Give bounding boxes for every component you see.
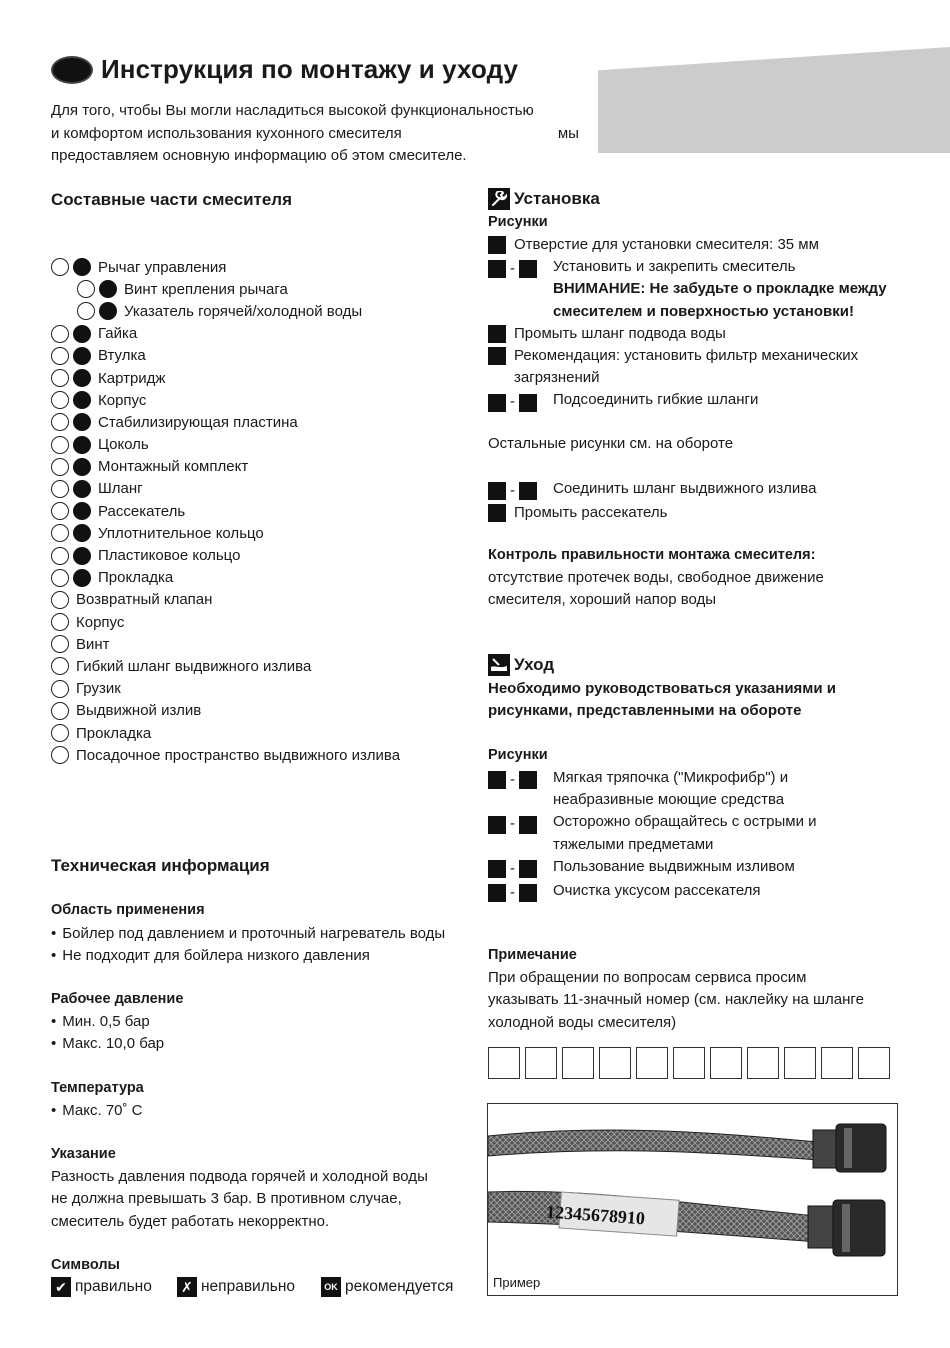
figure-square-icon (519, 884, 537, 902)
bullet-item: • Бойлер под давлением и проточный нагреватель воды (51, 923, 445, 945)
text-line: отсутствие протечек воды, свободное движение (488, 569, 824, 586)
bullet-item: • Макс. 10,0 бар (51, 1033, 164, 1055)
figure-text (514, 345, 858, 389)
pressure-heading: Рабочее давление (51, 991, 184, 1007)
figure-square-icon (488, 394, 506, 412)
figure-item (488, 389, 918, 413)
page-header (51, 54, 518, 85)
serial-digit-box (488, 1047, 520, 1079)
example-photo (487, 1103, 898, 1296)
figure-text (553, 478, 816, 500)
filled-circle-icon (73, 391, 91, 409)
serial-digit-box (858, 1047, 890, 1079)
circle-icon (51, 369, 69, 387)
figure-text (514, 234, 819, 256)
part-item (51, 456, 400, 478)
part-label: Посадочное пространство выдвижного излива (76, 746, 401, 764)
symbols-heading: Символы (51, 1257, 120, 1273)
figure-line: неабразивные моющие средства (553, 791, 785, 809)
range-dash: - (510, 260, 515, 278)
figure-text (553, 856, 795, 878)
parts-heading: Составные части смесителя (51, 190, 293, 209)
figure-text (514, 323, 726, 345)
figure-square-icon (488, 860, 506, 878)
circle-icon (51, 635, 69, 653)
figure-line: Промыть шланг подвода воды (514, 324, 726, 342)
cleaning-icon (488, 654, 510, 676)
figure-square-icon (488, 347, 506, 365)
text-line: смеситель будет работать некорректно. (51, 1212, 330, 1230)
serial-digit-box (747, 1047, 779, 1079)
part-label: Винт крепления рычага (124, 280, 288, 298)
figure-text (553, 389, 758, 411)
part-item (51, 655, 400, 677)
text-line: Разность давления подвода горячей и холодной воды (51, 1168, 428, 1185)
circle-icon (51, 702, 69, 720)
bullet-item: • Макс. 70˚ C (51, 1100, 143, 1122)
figure-square-icon (488, 771, 506, 789)
filled-circle-icon (73, 436, 91, 454)
scope-heading: Область применения (51, 902, 205, 918)
part-item (51, 434, 400, 456)
circle-icon (51, 258, 69, 276)
figure-square-icon (519, 816, 537, 834)
part-label: Пластиковое кольцо (98, 547, 241, 565)
filled-circle-icon (73, 369, 91, 387)
circle-icon (51, 458, 69, 476)
text-line: Необходимо руководствоваться указаниями и (488, 680, 837, 697)
bullet-item: • Мин. 0,5 бар (51, 1011, 164, 1033)
range-dash: - (510, 771, 515, 788)
figure-square-icon (488, 260, 506, 278)
intro-line: предоставляем основную информацию об этом смесителе. (51, 147, 467, 164)
figure-square-icon (488, 325, 506, 343)
figure-item (488, 256, 918, 323)
install-list-2 (488, 478, 918, 524)
figure-line: загрязнений (514, 369, 600, 387)
circle-icon (51, 480, 69, 498)
part-label: Грузик (76, 680, 121, 698)
page-title: Инструкция по монтажу и уходу (101, 54, 519, 84)
circle-icon (51, 613, 69, 631)
circle-icon (51, 657, 69, 675)
care-figures-heading: Рисунки (488, 747, 548, 763)
install-figures-heading: Рисунки (488, 214, 548, 230)
part-item (51, 700, 400, 722)
figure-text (514, 502, 667, 524)
part-item (51, 345, 400, 367)
intro-line: Для того, чтобы Вы могли насладиться высокой функциональностью (51, 102, 534, 119)
figure-text (553, 767, 788, 811)
text-line: смесителя, хороший напор воды (488, 591, 717, 609)
pressure-list (51, 1011, 164, 1056)
figure-warning: смесителем и поверхностью установки! (553, 302, 854, 320)
serial-digit-box (525, 1047, 557, 1079)
circle-icon (51, 502, 69, 520)
circle-icon (51, 325, 69, 343)
figure-square-icon (519, 860, 537, 878)
figure-warning: ВНИМАНИЕ: Не забудьте о прокладке между (553, 280, 887, 298)
figure-line: Рекомендация: установить фильтр механических (514, 347, 859, 365)
range-dash: - (510, 482, 515, 499)
part-item (51, 678, 400, 700)
ok-icon: OK (321, 1277, 341, 1297)
filled-circle-icon (73, 258, 91, 276)
wrench-icon (488, 188, 510, 210)
text-line: рисунками, представленными на обороте (488, 702, 802, 720)
part-label: Прокладка (76, 724, 152, 742)
figure-markers (488, 256, 553, 280)
part-label: Рассекатель (98, 502, 186, 520)
note-text (51, 1166, 428, 1233)
parts-list (51, 256, 400, 766)
figure-line: Пользование выдвижным изливом (553, 857, 795, 875)
figure-square-icon (488, 816, 506, 834)
part-label: Указатель горячей/холодной воды (124, 302, 363, 320)
part-item (51, 367, 400, 389)
figure-item (488, 323, 918, 345)
text-line: При обращении по вопросам сервиса просим (488, 969, 807, 986)
symbol-correct: ✔ правильно (51, 1277, 152, 1297)
check-text (488, 567, 824, 612)
figure-item (488, 856, 918, 880)
part-label: Уплотнительное кольцо (98, 524, 264, 542)
remark-text (488, 967, 864, 1034)
figure-item (488, 234, 918, 256)
figure-markers (488, 323, 514, 343)
filled-circle-icon (99, 302, 117, 320)
part-label: Винт (76, 635, 110, 653)
figure-markers (488, 811, 553, 835)
intro-line: и комфортом использования кухонного смесителя мы (51, 124, 579, 142)
filled-circle-icon (99, 280, 117, 298)
circle-icon (51, 724, 69, 742)
cross-icon: ✗ (177, 1277, 197, 1297)
part-item (51, 722, 400, 744)
figure-markers (488, 880, 553, 904)
figure-markers (488, 478, 553, 502)
install-list (488, 234, 918, 414)
figure-square-icon (488, 482, 506, 500)
care-list (488, 767, 918, 904)
part-label: Корпус (76, 613, 125, 631)
part-item (51, 256, 400, 278)
temp-list (51, 1100, 143, 1122)
figure-line: Очистка уксусом рассекателя (553, 882, 761, 900)
filled-circle-icon (73, 569, 91, 587)
figure-item (488, 478, 918, 502)
symbol-wrong: ✗ неправильно (177, 1277, 295, 1297)
filled-circle-icon (73, 458, 91, 476)
figure-text (553, 811, 817, 855)
circle-icon (51, 436, 69, 454)
serial-digit-box (710, 1047, 742, 1079)
part-item (51, 323, 400, 345)
circle-icon (51, 391, 69, 409)
figure-square-icon (519, 394, 537, 412)
part-label: Цоколь (98, 436, 149, 454)
filled-circle-icon (73, 547, 91, 565)
circle-icon (51, 569, 69, 587)
symbol-recommended: OK рекомендуется (321, 1277, 453, 1297)
part-label: Рычаг управления (98, 258, 227, 276)
part-item (51, 478, 400, 500)
serial-digit-box (673, 1047, 705, 1079)
part-item (51, 522, 400, 544)
figure-line: Промыть рассекатель (514, 504, 668, 522)
care-heading: Уход (488, 654, 554, 676)
install-heading: Установка (488, 188, 600, 210)
part-label: Шланг (98, 480, 143, 498)
circle-icon (77, 302, 95, 320)
part-item (51, 411, 400, 433)
text-line: холодной воды смесителя) (488, 1013, 677, 1031)
part-item (51, 500, 400, 522)
scope-list (51, 923, 445, 968)
part-label: Монтажный комплект (98, 458, 249, 476)
header-banner (598, 47, 950, 153)
note-heading: Указание (51, 1146, 116, 1162)
figure-line: Отверстие для установки смесителя: 35 мм (514, 236, 819, 253)
serial-digit-box (784, 1047, 816, 1079)
part-label: Втулка (98, 347, 146, 365)
part-item (51, 744, 400, 766)
figure-item (488, 345, 918, 389)
figure-square-icon (519, 771, 537, 789)
text-line: указывать 11-значный номер (см. наклейку на шланге (488, 991, 864, 1009)
hose-illustration (488, 1104, 898, 1296)
figure-line: Осторожно обращайтесь с острыми и (553, 813, 817, 831)
serial-digit-box (599, 1047, 631, 1079)
remark-heading: Примечание (488, 947, 577, 963)
tech-heading: Техническая информация (51, 856, 270, 875)
filled-circle-icon (73, 524, 91, 542)
figure-line: Подсоединить гибкие шланги (553, 391, 759, 409)
range-dash: - (510, 859, 515, 877)
filled-circle-icon (73, 347, 91, 365)
part-item (51, 300, 400, 322)
part-label: Гибкий шланг выдвижного излива (76, 657, 312, 675)
circle-icon (77, 280, 95, 298)
intro-text (51, 100, 591, 168)
figure-markers (488, 502, 514, 522)
filled-circle-icon (73, 502, 91, 520)
range-dash: - (510, 393, 515, 411)
figure-square-icon (488, 504, 506, 522)
part-item (51, 589, 400, 611)
part-label: Стабилизирующая пластина (98, 413, 298, 431)
figure-item (488, 502, 918, 524)
check-icon: ✔ (51, 1277, 71, 1297)
circle-icon (51, 746, 69, 764)
part-item (51, 389, 400, 411)
figure-markers (488, 767, 553, 791)
figure-square-icon (519, 482, 537, 500)
circle-icon (51, 524, 69, 542)
figure-square-icon (488, 236, 506, 254)
figure-line: Установить и закрепить смеситель (553, 258, 796, 276)
serial-digit-box (562, 1047, 594, 1079)
figure-line: тяжелыми предметами (553, 835, 714, 853)
figure-line: Соединить шланг выдвижного излива (553, 480, 817, 497)
circle-icon (51, 680, 69, 698)
figure-markers (488, 345, 514, 365)
circle-icon (51, 413, 69, 431)
filled-circle-icon (73, 413, 91, 431)
temp-heading: Температура (51, 1080, 144, 1096)
figure-square-icon (488, 884, 506, 902)
serial-digit-box (821, 1047, 853, 1079)
figure-item (488, 880, 918, 904)
check-heading: Контроль правильности монтажа смесителя: (488, 547, 816, 563)
figure-square-icon (519, 260, 537, 278)
part-item (51, 633, 400, 655)
figure-markers (488, 856, 553, 880)
figure-markers (488, 234, 514, 254)
part-label: Прокладка (98, 569, 174, 587)
part-label: Гайка (98, 325, 138, 343)
photo-caption: Пример (493, 1275, 541, 1290)
part-label: Корпус (98, 391, 147, 409)
figure-text (553, 256, 887, 323)
figure-text (553, 880, 761, 902)
part-label: Возвратный клапан (76, 591, 213, 609)
serial-digit-box (636, 1047, 668, 1079)
hose-label-number: 12345678910 (545, 1201, 646, 1229)
part-item (51, 544, 400, 566)
filled-circle-icon (73, 325, 91, 343)
part-label: Выдвижной излив (76, 702, 202, 720)
filled-circle-icon (73, 480, 91, 498)
range-dash: - (510, 884, 515, 902)
header-oval-icon (51, 56, 93, 84)
circle-icon (51, 547, 69, 565)
serial-number-boxes (488, 1047, 890, 1079)
part-item (51, 611, 400, 633)
part-item (51, 567, 400, 589)
care-instructions (488, 678, 836, 723)
figure-item (488, 811, 918, 855)
figure-markers (488, 389, 553, 413)
text-line: не должна превышать 3 бар. В противном случае, (51, 1190, 402, 1208)
figure-item (488, 767, 918, 811)
circle-icon (51, 347, 69, 365)
circle-icon (51, 591, 69, 609)
figure-line: Мягкая тряпочка ("Микрофибр") и (553, 769, 789, 786)
install-other-note: Остальные рисунки см. на обороте (488, 435, 734, 452)
part-label: Картридж (98, 369, 166, 387)
part-item (51, 278, 400, 300)
bullet-item: • Не подходит для бойлера низкого давления (51, 945, 445, 967)
range-dash: - (510, 815, 515, 833)
